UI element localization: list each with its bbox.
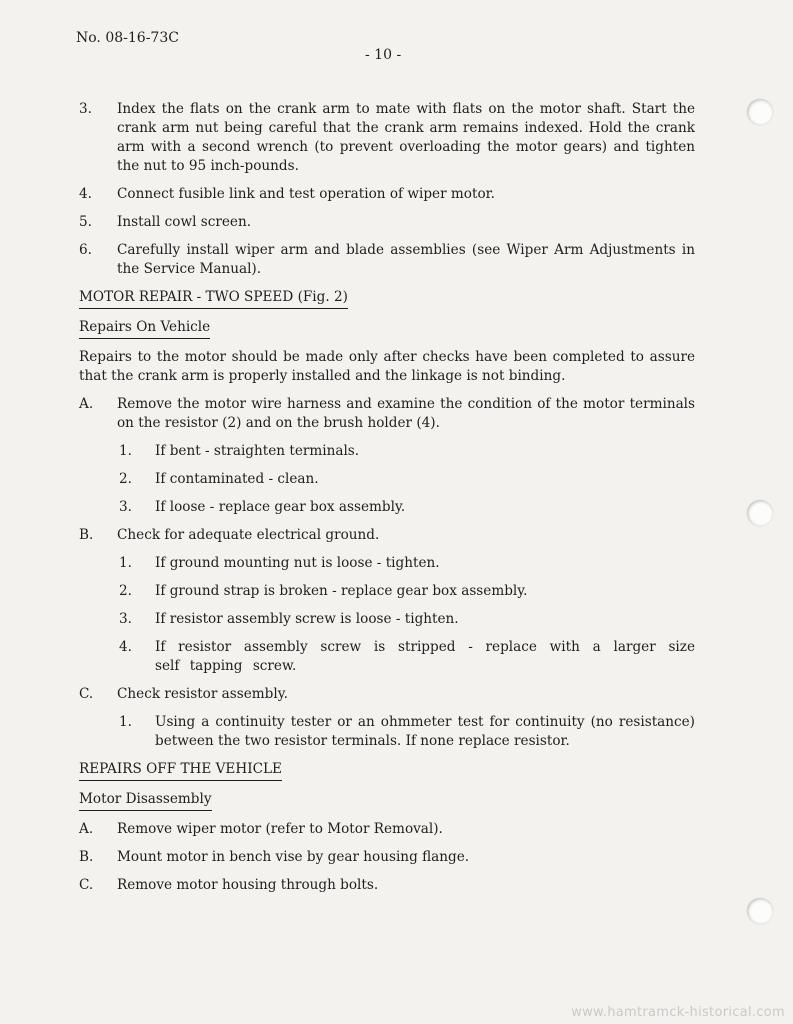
subitem-text: If bent - straighten terminals. [155,443,360,459]
subitem-text: If resistor assembly screw is loose - tighten. [155,611,459,627]
step-text: Carefully install wiper arm and blade assemblies (see Wiper Arm Adjustments in the Service Manual). [117,242,695,277]
step-number: 6. [79,242,92,258]
item-letter: C. [79,877,94,893]
disassembly-step [79,820,695,839]
repair-subitem [79,498,695,517]
step-number: 4. [79,186,92,202]
disassembly-step [79,848,695,867]
binder-hole [747,500,773,526]
repair-subitem [79,470,695,489]
install-step [79,213,695,232]
step-text: Index the flats on the crank arm to mate with flats on the motor shaft. Start the crank arm nut being careful that the crank arm remains indexed. Hold the crank arm with a second wrench (to prevent overloading the motor gears) and tighten the nut to 95 inch-pounds. [117,101,695,174]
repair-item [79,395,695,433]
repair-subitem [79,554,695,573]
subsection-heading: Repairs On Vehicle [79,318,210,339]
item-text: Remove the motor wire harness and examine the condition of the motor terminals on the resistor (2) and on the brush holder (4). [117,396,695,431]
document-number: No. 08-16-73C [76,30,179,46]
subitem-number: 3. [119,499,132,515]
intro-paragraph: Repairs to the motor should be made only after checks have been completed to assure that the crank arm is properly installed and the linkage is not binding. [79,349,695,384]
subitem-text: Using a continuity tester or an ohmmeter test for continuity (no resistance) between the two resistor terminals. If none replace resistor. [155,714,695,749]
subitem-text: If ground strap is broken - replace gear box assembly. [155,583,528,599]
subitem-number: 4. [119,639,132,655]
subitem-number: 1. [119,714,132,730]
document-body [79,100,695,904]
binder-hole [747,898,773,924]
repair-item [79,685,695,704]
step-number: 5. [79,214,92,230]
repair-subitem [79,713,695,751]
section-heading: MOTOR REPAIR - TWO SPEED (Fig. 2) [79,288,348,309]
item-letter: A. [79,396,94,412]
install-step [79,241,695,279]
install-step [79,100,695,176]
repair-subitem [79,442,695,461]
binder-hole [747,99,773,125]
item-letter: A. [79,821,94,837]
section-heading: REPAIRS OFF THE VEHICLE [79,760,282,781]
subitem-text: If contaminated - clean. [155,471,319,487]
site-watermark: www.hamtramck-historical.com [571,1005,785,1020]
repair-item [79,526,695,545]
subitem-text: If resistor assembly screw is stripped - replace with a larger size self tapping screw. [155,639,695,674]
repair-subitem [79,638,695,676]
subitem-text: If ground mounting nut is loose - tighten. [155,555,440,571]
subitem-number: 1. [119,443,132,459]
subitem-number: 2. [119,583,132,599]
item-text: Mount motor in bench vise by gear housing flange. [117,849,470,865]
subitem-number: 2. [119,471,132,487]
item-letter: B. [79,527,94,543]
item-text: Check resistor assembly. [117,686,288,702]
item-text: Remove motor housing through bolts. [117,877,379,893]
repair-subitem [79,610,695,629]
item-letter: B. [79,849,94,865]
subitem-number: 1. [119,555,132,571]
step-text: Install cowl screen. [117,214,252,230]
item-text: Remove wiper motor (refer to Motor Removal). [117,821,443,837]
subitem-text: If loose - replace gear box assembly. [155,499,406,515]
subitem-number: 3. [119,611,132,627]
repair-subitem [79,582,695,601]
subsection-heading: Motor Disassembly [79,790,212,811]
step-text: Connect fusible link and test operation of wiper motor. [117,186,495,202]
item-letter: C. [79,686,94,702]
page-number: - 10 - [365,47,402,63]
item-text: Check for adequate electrical ground. [117,527,380,543]
install-step [79,185,695,204]
step-number: 3. [79,101,92,117]
disassembly-step [79,876,695,895]
